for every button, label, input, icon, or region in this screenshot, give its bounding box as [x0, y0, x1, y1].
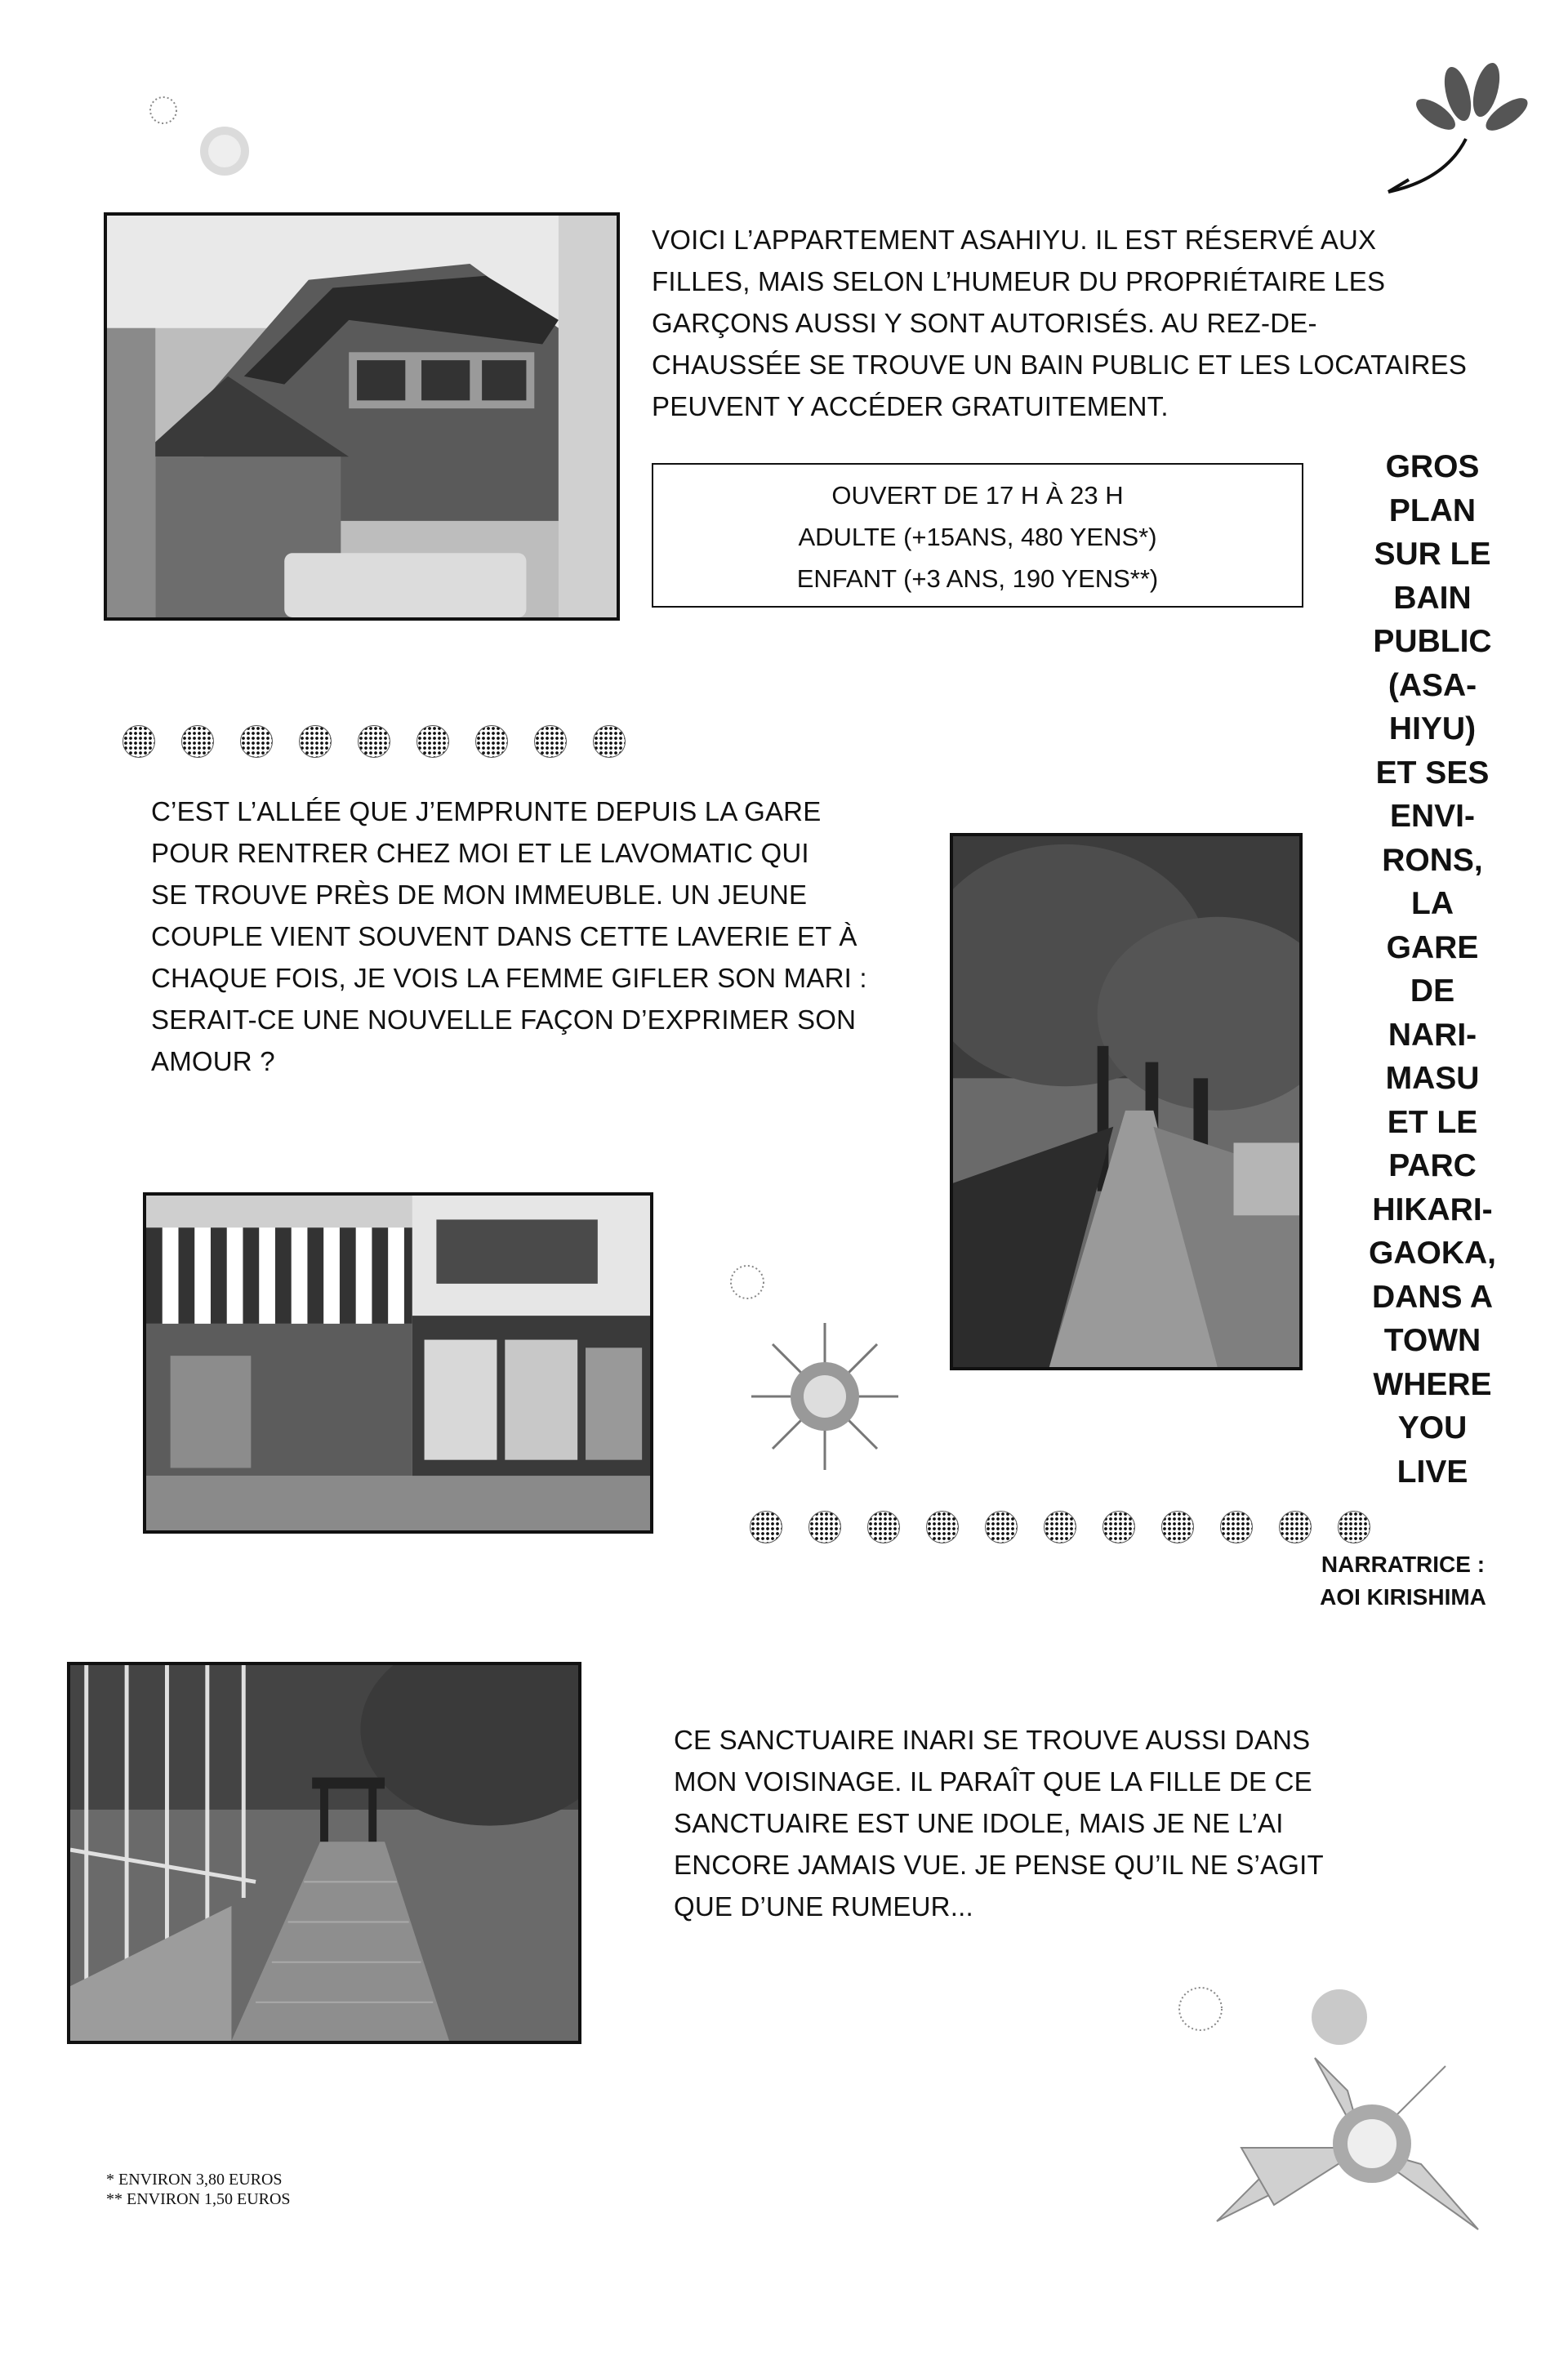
laundromat-photo: [143, 1192, 653, 1534]
dot-divider-top: [122, 725, 652, 758]
footnote-1: * ENVIRON 3,80 EUROS: [106, 2171, 283, 2189]
hours-adult-price: ADULTE (+15ANS, 480 YENS*): [798, 523, 1157, 551]
starburst-decoration-center: [719, 1249, 931, 1486]
page-title: GROS PLAN SUR LE BAIN PUBLIC (ASA- HIYU) ET SES ENVI- RONS, LA GARE DE NARI- MASU ET LE PARC HIKARI- GAOKA, DANS A TOWN WHERE YOU LIVE: [1369, 449, 1496, 1490]
alley-photo: [950, 833, 1303, 1370]
opening-hours-box: [652, 463, 1303, 608]
footnote-2: ** ENVIRON 1,50 EUROS: [106, 2190, 291, 2208]
footnotes: [106, 2170, 291, 2209]
inari-shrine-photo: [67, 1662, 581, 2044]
narrator-credit: [1297, 1548, 1509, 1614]
narrator-label: NARRATRICE :: [1321, 1552, 1486, 1577]
narrator-name: AOI KIRISHIMA: [1320, 1584, 1486, 1610]
sparkle-decoration-top-left: [139, 90, 278, 196]
dot-divider-bottom: [750, 1511, 1370, 1543]
intro-paragraph: VOICI L’APPARTEMENT ASAHIYU. IL EST RÉSERVÉ AUX FILLES, MAIS SELON L’HUMEUR DU PROPRIÉTAIRE LES GARÇONS AUSSI Y SONT AUTORISÉS. AU REZ-DE- CHAUSSÉE SE TROUVE UN BAIN PUBLIC ET LES LOCATAIRES PEUVENT Y ACCÉDER GRATUITEMENT.: [652, 225, 1468, 421]
flower-decoration-top-right: [1372, 57, 1544, 204]
flower-decoration-bottom-right: [1152, 1960, 1535, 2254]
hours-open: OUVERT DE 17 H À 23 H: [831, 481, 1124, 510]
hours-child-price: ENFANT (+3 ANS, 190 YENS**): [796, 564, 1159, 593]
asahiyu-building-photo: [104, 212, 620, 621]
alley-paragraph: C’EST L’ALLÉE QUE J’EMPRUNTE DEPUIS LA GARE POUR RENTRER CHEZ MOI ET LE LAVOMATIC QUI SE TROUVE PRÈS DE MON IMMEUBLE. UN JEUNE COUPLE VIENT SOUVENT DANS CETTE LAVERIE ET À CHAQUE FOIS, JE VOIS LA FEMME GIFLER SON MARI : SERAIT-CE UNE NOUVELLE FAÇON D’EXPRIMER SON AMOUR ?: [151, 796, 867, 1076]
shrine-paragraph: CE SANCTUAIRE INARI SE TROUVE AUSSI DANS MON VOISINAGE. IL PARAÎT QUE LA FILLE DE CE SANCTUAIRE EST UNE IDOLE, MAIS JE NE L’AI ENCORE JAMAIS VUE. JE PENSE QU’IL NE S’AGIT QUE D’UNE RUMEUR...: [674, 1725, 1324, 1922]
